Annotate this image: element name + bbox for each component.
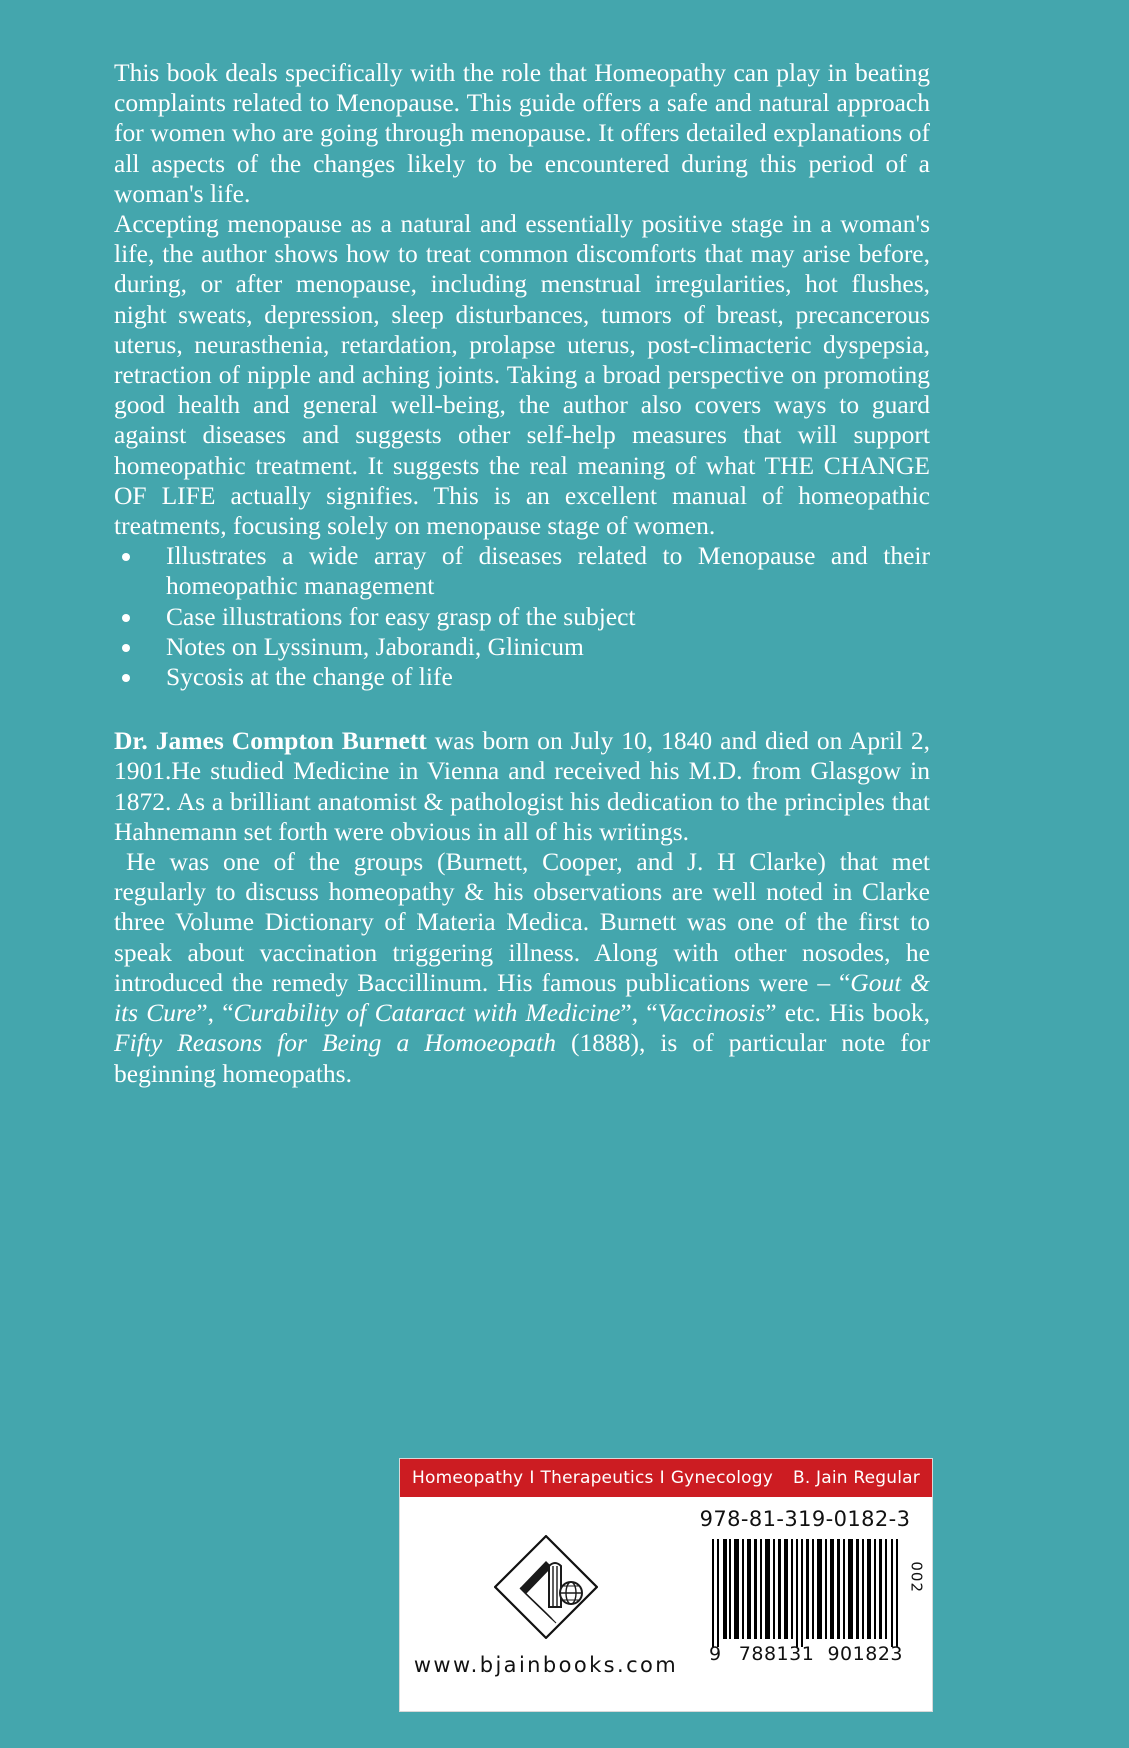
- author-name: Dr. James Compton Burnett: [114, 726, 427, 756]
- separator-1: ”, “: [196, 998, 234, 1028]
- bjain-book-globe-logo-icon: [494, 1535, 598, 1639]
- list-item: [114, 602, 930, 632]
- subject-2: Therapeutics: [540, 1468, 654, 1488]
- feature-text: Illustrates a wide array of diseases related to Menopause and their homeopathic management: [166, 541, 930, 601]
- author-bio-paragraph-2: [114, 847, 930, 1089]
- list-item: [114, 632, 930, 662]
- feature-list: [114, 541, 930, 692]
- author-bio-text-2: He was one of the groups (Burnett, Cooper, and J. H Clarke) that met regularly to discuss homeopathy & his observations are well noted in Clarke three Volume Dictionary of Materia Medica. Burnett was one of the first to speak about vaccination triggering illness. Along with other nosodes, he introduced the remedy Baccillinum. His famous publications were – “: [114, 847, 930, 997]
- subject-3: Gynecology: [670, 1468, 774, 1488]
- publication-title-4: Fifty Reasons for Being a Homoeopath: [114, 1028, 556, 1058]
- subject-1: Homeopathy: [412, 1468, 524, 1488]
- author-bio-text: was born on July 10, 1840 and died on April 2, 1901.He studied Medicine in Vienna and received his M.D. from Glasgow in 1872. As a brilliant anatomist & pathologist his dedication to the principles that Hahnemann set forth were obvious in all of his writings.: [114, 726, 930, 846]
- blurb-block: [114, 58, 930, 1089]
- barcode-digits-left: 788131: [738, 1643, 815, 1665]
- bullet-icon: [122, 674, 130, 682]
- website-url[interactable]: www.bjainbooks.com: [413, 1653, 679, 1677]
- list-item: [114, 541, 930, 601]
- author-bio-block: [114, 726, 930, 1088]
- author-bio-paragraph-1: [114, 726, 930, 847]
- publisher-panel: [399, 1458, 933, 1712]
- blurb-paragraph-1: This book deals specifically with the role that Homeopathy can play in beating complaints related to Menopause. This guide offers a safe and natural approach for women who are going through menopause. It offers detailed explanations of all aspects of the changes likely to be encountered during this period of a woman's life.: [114, 58, 930, 208]
- panel-body: [400, 1497, 932, 1711]
- barcode-digits-right: 901823: [827, 1643, 903, 1665]
- feature-text: Sycosis at the change of life: [166, 662, 453, 692]
- publication-title-2: Curability of Cataract with Medicine: [233, 998, 621, 1028]
- barcode-area: [692, 1497, 932, 1711]
- author-bio-tail: (1888), is of particular note for beginning homeopaths.: [114, 1028, 930, 1088]
- barcode-digits: [708, 1643, 904, 1665]
- feature-text: Notes on Lyssinum, Jaborandi, Glinicum: [166, 631, 584, 661]
- barcode: [708, 1539, 904, 1667]
- separator-2: ”, “: [620, 998, 658, 1028]
- list-item: [114, 662, 930, 692]
- subject-categories: [412, 1468, 773, 1488]
- bullet-icon: [122, 644, 130, 652]
- feature-text: Case illustrations for easy grasp of the subject: [166, 601, 636, 631]
- isbn-number: 978-81-319-0182-3: [699, 1507, 911, 1531]
- side-code-label: 002: [908, 1561, 926, 1593]
- bullet-icon: [122, 614, 130, 622]
- subject-separator-1: I: [529, 1468, 535, 1488]
- barcode-digit-lead: 9: [709, 1643, 722, 1665]
- subject-bar: [400, 1459, 932, 1497]
- barcode-bars: [708, 1539, 904, 1647]
- separator-3: ” etc. His book,: [765, 998, 931, 1028]
- blurb-paragraph-2: Accepting menopause as a natural and essentially positive stage in a woman's life, the author shows how to treat common discomforts that may arise before, during, or after menopause, including menstrual irregularities, hot flushes, night sweats, depression, sleep disturbances, tumors of breast, precancerous uterus, neurasthenia, retardation, prolapse uterus, post-climacteric dyspepsia, retraction of nipple and aching joints. Taking a broad perspective on promoting good health and general well-being, the author also covers ways to guard against diseases and suggests other self-help measures that will support homeopathic treatment. It suggests the real meaning of what THE CHANGE OF LIFE actually signifies. This is an excellent manual of homeopathic treatments, focusing solely on menopause stage of women.: [114, 209, 930, 541]
- bullet-icon: [122, 553, 130, 561]
- publisher-identity: [400, 1497, 692, 1711]
- publication-title-3: Vaccinosis: [657, 998, 766, 1028]
- imprint-label: B. Jain Regular: [792, 1468, 920, 1488]
- publication-title-1: Gout & its Cure: [114, 967, 930, 1028]
- subject-separator-2: I: [659, 1468, 665, 1488]
